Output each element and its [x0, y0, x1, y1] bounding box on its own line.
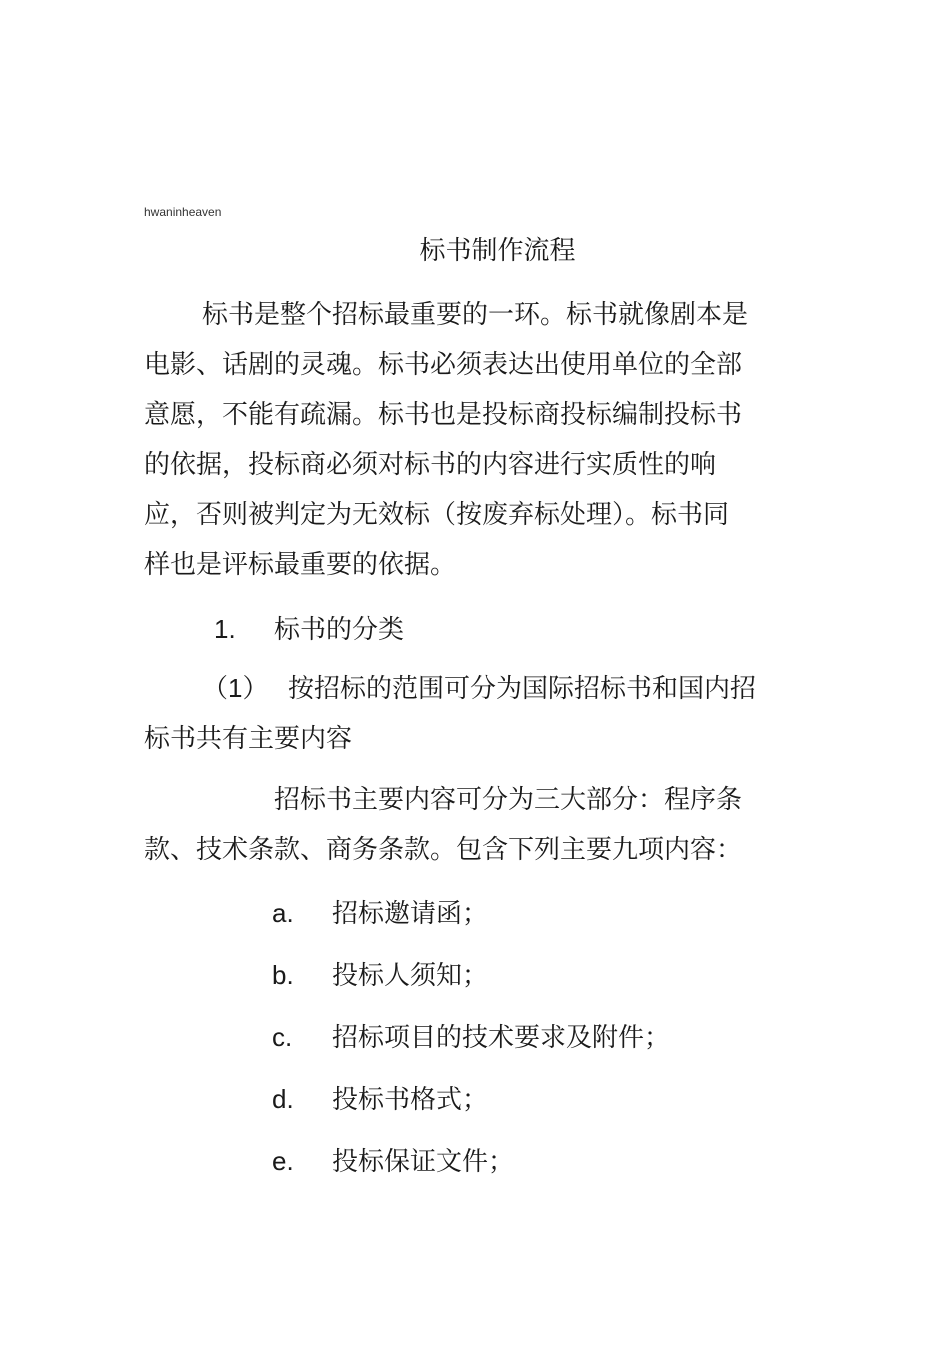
subsection-text: 按招标的范围可分为国际招标书和国内招	[288, 674, 757, 704]
list-marker: b.	[272, 960, 294, 990]
list-item	[272, 888, 670, 950]
subsection-marker: （1）	[202, 673, 269, 703]
summary-line: 款、技术条款、商务条款。包含下列主要九项内容：	[144, 835, 743, 865]
list-item	[272, 1136, 670, 1198]
intro-line: 标书是整个招标最重要的一环。标书就像剧本是	[202, 300, 749, 330]
intro-line: 的依据，投标商必须对标书的内容进行实质性的响	[144, 450, 717, 480]
document-title: 标书制作流程	[419, 236, 576, 266]
subsection-paragraph	[144, 663, 784, 764]
list-text: 招标项目的技术要求及附件；	[332, 1023, 671, 1053]
intro-line: 样也是评标最重要的依据。	[144, 550, 457, 580]
list-marker: e.	[272, 1146, 294, 1176]
summary-line: 招标书主要内容可分为三大部分：程序条	[274, 785, 743, 815]
subsection-line: 标书共有主要内容	[144, 724, 353, 754]
list-text: 投标保证文件；	[332, 1147, 515, 1177]
section-number: 1.	[214, 614, 236, 644]
list-text: 投标人须知；	[332, 961, 489, 991]
list-item	[272, 950, 670, 1012]
header-note: hwaninheaven	[144, 205, 222, 219]
intro-line: 应，否则被判定为无效标（按废弃标处理）。标书同	[144, 500, 730, 530]
list-text: 投标书格式；	[332, 1085, 489, 1115]
list-marker: c.	[272, 1022, 293, 1052]
summary-paragraph	[144, 775, 784, 875]
intro-line: 意愿，不能有疏漏。标书也是投标商投标编制投标书	[144, 400, 743, 430]
list-item	[272, 1012, 670, 1074]
intro-line: 电影、话剧的灵魂。标书必须表达出使用单位的全部	[144, 350, 743, 380]
subsection-line	[144, 663, 784, 714]
section-title: 标书的分类	[274, 615, 405, 645]
list-marker: d.	[272, 1084, 294, 1114]
content-list	[272, 888, 670, 1198]
list-item	[272, 1074, 670, 1136]
section-heading	[214, 604, 404, 655]
list-marker: a.	[272, 898, 294, 928]
list-text: 招标邀请函；	[332, 899, 489, 929]
intro-paragraph	[144, 290, 774, 590]
